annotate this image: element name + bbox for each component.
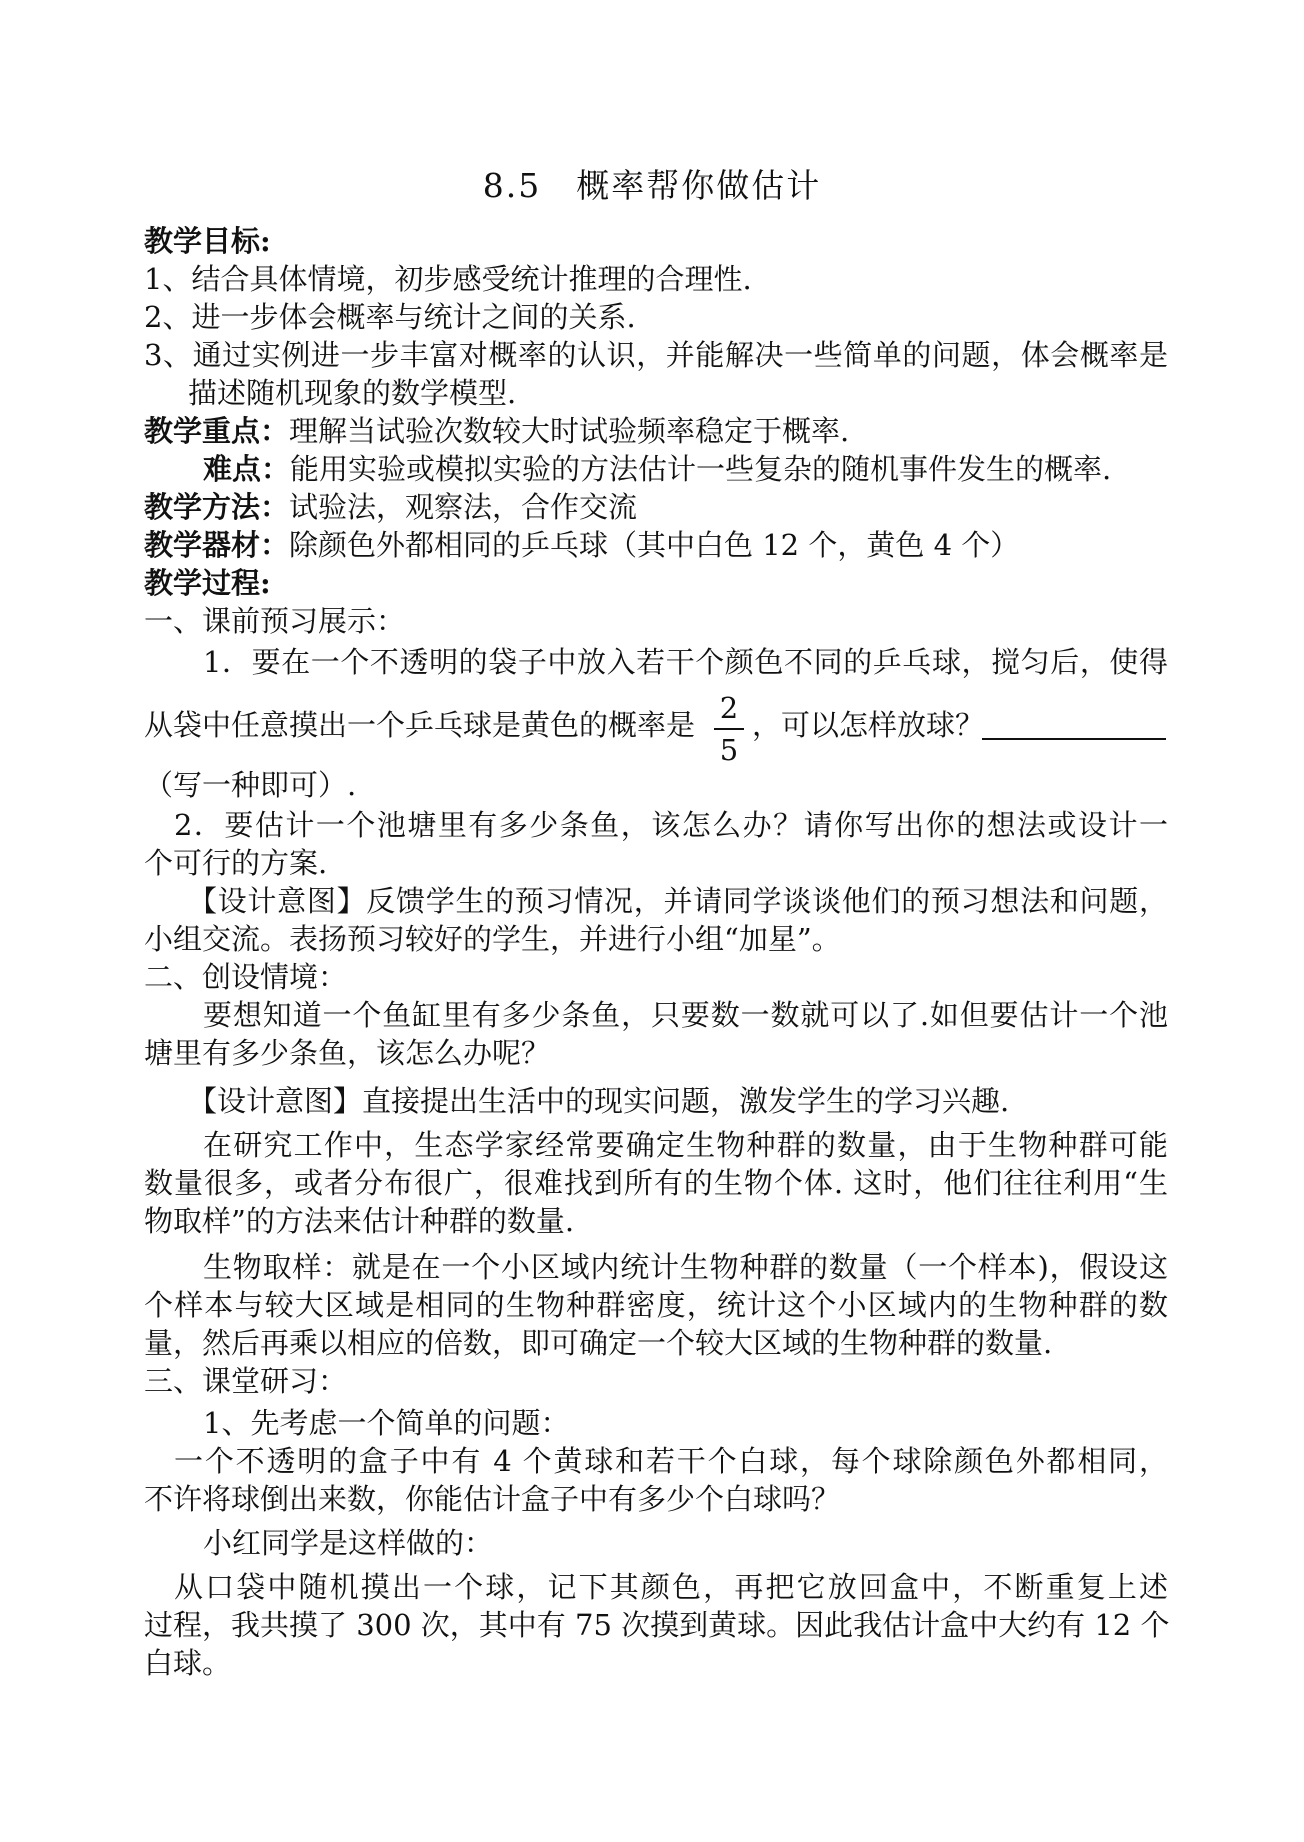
goal-item-1: 1、结合具体情境，初步感受统计推理的合理性. (144, 262, 752, 296)
goal-item-2: 2、进一步体会概率与统计之间的关系. (144, 300, 636, 334)
goals-heading: 教学目标: (144, 224, 271, 258)
teaching-method (144, 488, 1168, 526)
section2-p3-line1: 生物取样：就是在一个小区域内统计生物种群的数量（一个样本)，假设这 (203, 1250, 1168, 1284)
page-title: 8.5 概率帮你做估计 (482, 166, 822, 205)
section3-p3-line3: 白球。 (144, 1646, 232, 1680)
section2-p1-line1: 要想知道一个鱼缸里有多少条鱼，只要数一数就可以了.如但要估计一个池 (203, 998, 1168, 1032)
goal-item-3: 3、通过实例进一步丰富对概率的认识，并能解决一些简单的问题，体会概率是 (144, 338, 1168, 372)
section2-p3-line3: 量，然后再乘以相应的倍数，即可确定一个较大区域的生物种群的数量. (144, 1326, 1053, 1360)
answer-blank (982, 738, 1166, 740)
process-heading: 教学过程: (144, 566, 271, 600)
section1-heading: 一、课前预习展示： (144, 604, 406, 638)
fraction-bar (714, 728, 744, 730)
method-label: 教学方法： (144, 490, 290, 524)
key-points-text: 理解当试验次数较大时试验频率稳定于概率. (289, 414, 850, 448)
intent2: 【设计意图】直接提出生活中的现实问题，激发学生的学习兴趣. (188, 1084, 1010, 1118)
section2-p2-line2: 数量很多，或者分布很广，很难找到所有的生物个体. 这时，他们往往利用“生 (144, 1166, 1168, 1200)
question1-line3: （写一种即可）. (144, 768, 357, 802)
key-points-label: 教学重点： (144, 414, 290, 448)
materials-text: 除颜色外都相同的乒乓球（其中白色 12 个，黄色 4 个） (289, 528, 1020, 562)
section3-p3-line1: 从口袋中随机摸出一个球，记下其颜色，再把它放回盒中，不断重复上述 (174, 1570, 1168, 1604)
section2-p2-line1: 在研究工作中，生态学家经常要确定生物种群的数量，由于生物种群可能 (203, 1128, 1168, 1162)
section2-p3-line2: 个样本与较大区域是相同的生物种群密度，统计这个小区域内的生物种群的数 (144, 1288, 1168, 1322)
question1-line2-end: ，可以怎样放球？ (752, 708, 985, 742)
teaching-materials (144, 526, 1168, 564)
difficulty-text: 能用实验或模拟实验的方法估计一些复杂的随机事件发生的概率. (290, 452, 1112, 486)
section2-p2-line3: 物取样”的方法来估计种群的数量. (144, 1204, 575, 1238)
fraction-denominator: 5 (719, 733, 739, 767)
difficulty-label: 难点： (203, 452, 291, 486)
section3-sub1: 1、先考虑一个简单的问题： (203, 1406, 570, 1440)
section3-heading: 三、课堂研习： (144, 1364, 348, 1398)
materials-label: 教学器材： (144, 528, 290, 562)
method-text: 试验法，观察法，合作交流 (289, 490, 638, 524)
section2-heading: 二、创设情境： (144, 960, 348, 994)
question1-line1: 1．要在一个不透明的袋子中放入若干个颜色不同的乒乓球，搅匀后，使得 (203, 645, 1168, 679)
intent1-line2: 小组交流。表扬预习较好的学生，并进行小组“加星”。 (144, 922, 841, 956)
section3-p1-line2: 不许将球倒出来数，你能估计盒子中有多少个白球吗？ (144, 1482, 841, 1516)
key-points (144, 412, 1168, 450)
section2-p1-line2: 塘里有多少条鱼，该怎么办呢？ (144, 1036, 551, 1070)
fraction-two-fifths (714, 690, 744, 768)
section3-p1-line1: 一个不透明的盒子中有 4 个黄球和若干个白球，每个球除颜色外都相同， (174, 1444, 1168, 1478)
section3-p2: 小红同学是这样做的： (203, 1526, 494, 1560)
goal-item-3-cont: 描述随机现象的数学模型. (188, 376, 517, 410)
fraction-numerator: 2 (719, 691, 739, 725)
question2-line2: 个可行的方案. (144, 846, 328, 880)
intent1-line1: 【设计意图】反馈学生的预习情况，并请同学谈谈他们的预习想法和问题， (188, 884, 1168, 918)
question1-line2: 从袋中任意摸出一个乒乓球是黄色的概率是 (144, 708, 696, 742)
question2-line1: 2．要估计一个池塘里有多少条鱼，该怎么办？请你写出你的想法或设计一 (174, 808, 1168, 842)
section3-p3-line2: 过程，我共摸了 300 次，其中有 75 次摸到黄球。因此我估计盒中大约有 12 个 (144, 1608, 1170, 1642)
difficulty (203, 450, 1227, 488)
